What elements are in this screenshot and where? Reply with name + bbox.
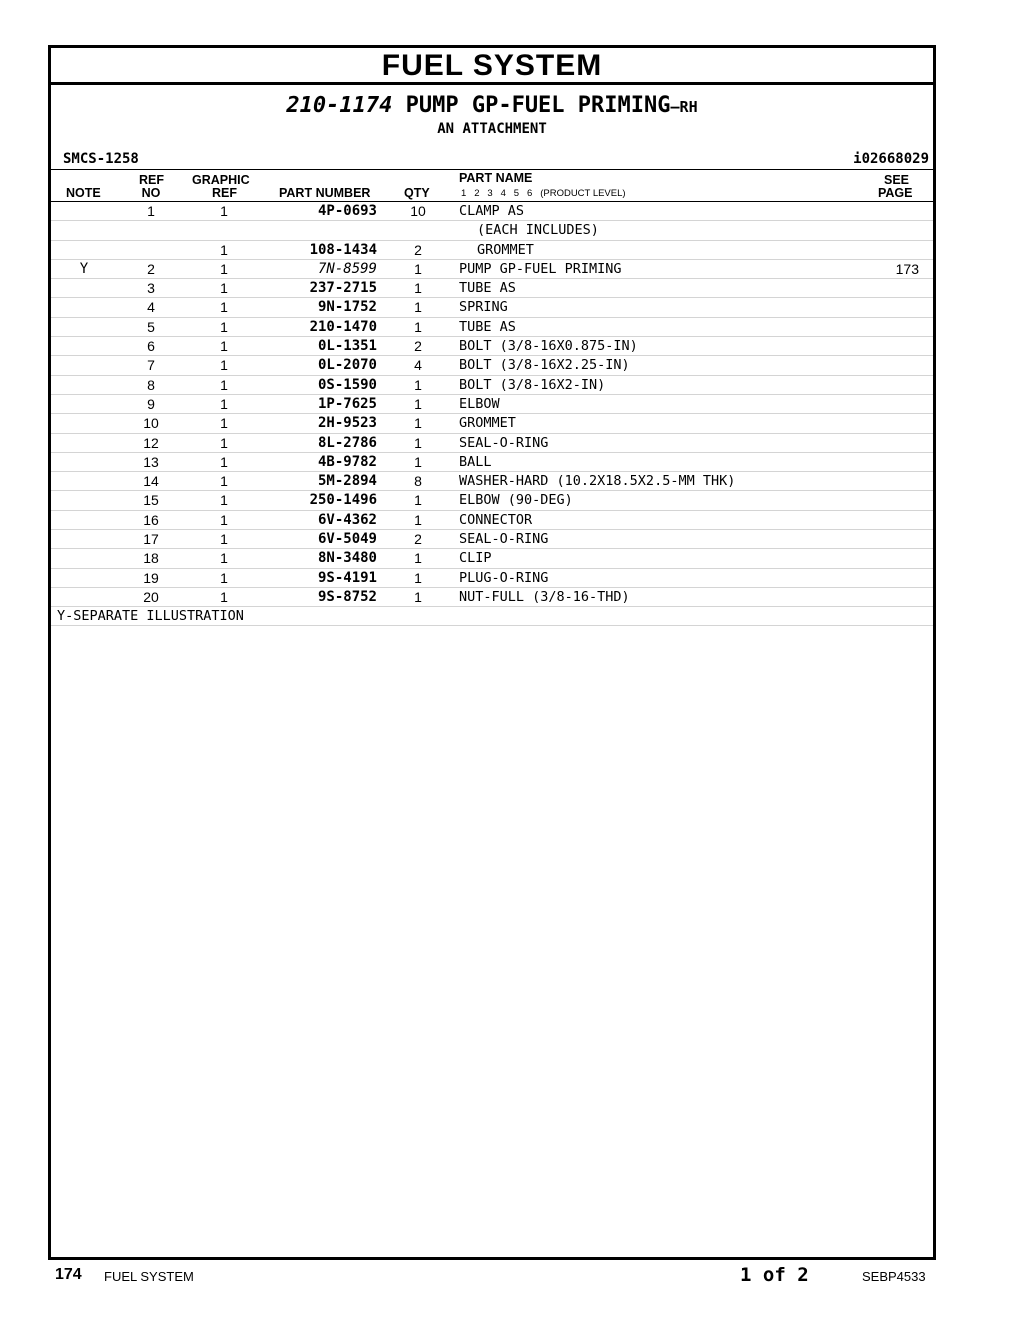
footnote: Y-SEPARATE ILLUSTRATION: [51, 607, 933, 626]
part-name-cell: ELBOW (90-DEG): [459, 492, 573, 509]
table-row: [51, 279, 933, 298]
ref-no-cell: 13: [143, 453, 159, 470]
header-see-bottom: PAGE: [878, 186, 913, 200]
qty-cell: 1: [414, 434, 422, 451]
ref-no-cell: 16: [143, 511, 159, 528]
graphic-ref-cell: 1: [220, 492, 228, 509]
graphic-ref-cell: 1: [220, 203, 228, 219]
qty-cell: 1: [414, 395, 422, 412]
ref-no-cell: 20: [143, 588, 159, 605]
footer-sheet: 1 of 2: [740, 1264, 809, 1286]
table-row: [51, 453, 933, 472]
smcs-code: SMCS-1258: [63, 151, 139, 167]
part-name-cell: NUT-FULL (3/8-16-THD): [459, 588, 630, 605]
part-name-cell: CLIP: [459, 550, 492, 567]
part-name-cell: ELBOW: [459, 395, 500, 412]
ref-no-cell: 9: [147, 395, 155, 412]
table-row: [51, 356, 933, 375]
table-row: [51, 221, 933, 240]
ref-no-cell: 7: [147, 357, 155, 374]
table-row: [51, 414, 933, 433]
table-row: [51, 530, 933, 549]
qty-cell: 1: [414, 588, 422, 605]
group-suffix: —RH: [670, 98, 698, 116]
ref-no-cell: 14: [143, 473, 159, 490]
qty-cell: 1: [414, 492, 422, 509]
section-title: FUEL SYSTEM: [51, 48, 933, 85]
table-row: [51, 241, 933, 260]
table-row: [51, 376, 933, 395]
footer-page-number: 174: [55, 1266, 82, 1283]
ref-no-cell: 6: [147, 338, 155, 355]
ref-no-cell: 19: [143, 569, 159, 586]
part-name-cell: BOLT (3/8-16X2.25-IN): [459, 357, 630, 374]
graphic-ref-cell: 1: [220, 453, 228, 470]
qty-cell: 4: [414, 357, 422, 374]
table-row: [51, 318, 933, 337]
qty-cell: 1: [414, 376, 422, 393]
id-bar: [51, 147, 933, 169]
header-ref-top: REF: [139, 173, 164, 187]
table-row: [51, 549, 933, 568]
ref-no-cell: 4: [147, 299, 155, 316]
part-name-cell: TUBE AS: [459, 280, 516, 297]
graphic-ref-cell: 1: [220, 376, 228, 393]
header-graphic-top: GRAPHIC: [192, 173, 250, 187]
part-name-cell: WASHER-HARD (10.2X18.5X2.5-MM THK): [459, 473, 736, 490]
table-row: [51, 472, 933, 491]
part-number-cell: 8N-3480: [317, 550, 377, 567]
qty-cell: 1: [414, 453, 422, 470]
parts-table-body: [51, 202, 933, 607]
graphic-ref-cell: 1: [220, 550, 228, 567]
ref-no-cell: 2: [147, 260, 155, 277]
graphic-ref-cell: 1: [220, 415, 228, 432]
qty-cell: 1: [414, 260, 422, 277]
part-name-cell: (EACH INCLUDES): [477, 222, 599, 239]
header-ref-bottom: NO: [141, 186, 161, 200]
illustration-id: i02668029: [853, 151, 929, 167]
graphic-ref-cell: 1: [220, 260, 228, 277]
part-name-cell: PLUG-O-RING: [459, 569, 549, 586]
qty-cell: 1: [414, 280, 422, 297]
ref-no-cell: 10: [143, 415, 159, 432]
part-name-cell: BALL: [459, 453, 492, 470]
parts-page-frame: [48, 45, 936, 1260]
group-name: PUMP GP-FUEL PRIMING: [405, 93, 671, 118]
table-row: [51, 260, 933, 279]
table-row: [51, 298, 933, 317]
part-name-cell: BOLT (3/8-16X2-IN): [459, 376, 606, 393]
graphic-ref-cell: 1: [220, 511, 228, 528]
graphic-ref-cell: 1: [220, 395, 228, 412]
graphic-ref-cell: 1: [220, 318, 228, 335]
table-header: [51, 169, 933, 202]
qty-cell: 8: [414, 473, 422, 490]
header-note: NOTE: [66, 186, 101, 200]
qty-cell: 2: [414, 531, 422, 548]
graphic-ref-cell: 1: [220, 299, 228, 316]
table-row: [51, 588, 933, 607]
ref-no-cell: 8: [147, 376, 155, 393]
group-title: [51, 94, 933, 119]
table-row: [51, 511, 933, 530]
part-name-cell: BOLT (3/8-16X0.875-IN): [459, 338, 638, 355]
part-name-cell: SEAL-O-RING: [459, 434, 549, 451]
note-cell: Y: [79, 260, 89, 277]
group-subtitle: AN ATTACHMENT: [437, 121, 547, 137]
graphic-ref-cell: 1: [220, 588, 228, 605]
part-name-cell: SPRING: [459, 299, 508, 316]
part-number-cell: 6V-5049: [317, 531, 377, 548]
header-part-name: PART NAME: [459, 171, 533, 185]
part-number-cell: 2H-9523: [317, 415, 377, 432]
header-qty: QTY: [404, 186, 430, 200]
part-name-cell: GROMMET: [477, 241, 534, 258]
qty-cell: 1: [414, 318, 422, 335]
part-number-cell: 8L-2786: [317, 434, 377, 451]
ref-no-cell: 1: [147, 203, 155, 219]
part-number-cell: 108-1434: [309, 241, 377, 258]
graphic-ref-cell: 1: [220, 569, 228, 586]
graphic-ref-cell: 1: [220, 280, 228, 297]
ref-no-cell: 17: [143, 531, 159, 548]
part-number-cell: 0L-2070: [317, 357, 377, 374]
qty-cell: 1: [414, 569, 422, 586]
part-number-cell: 4B-9782: [317, 453, 377, 470]
table-row: [51, 395, 933, 414]
ref-no-cell: 15: [143, 492, 159, 509]
ref-no-cell: 18: [143, 550, 159, 567]
part-number-cell: 0S-1590: [317, 376, 377, 393]
header-graphic-bottom: REF: [212, 186, 237, 200]
table-row: [51, 202, 933, 221]
table-row: [51, 569, 933, 588]
part-number-cell: 7N-8599: [317, 260, 377, 277]
qty-cell: 1: [414, 415, 422, 432]
graphic-ref-cell: 1: [220, 531, 228, 548]
part-number-cell: 6V-4362: [317, 511, 377, 528]
ref-no-cell: 5: [147, 318, 155, 335]
page-footer: [0, 1264, 1020, 1288]
footer-section: FUEL SYSTEM: [104, 1269, 194, 1284]
part-number-cell: 237-2715: [309, 280, 377, 297]
footer-doc-number: SEBP4533: [862, 1269, 926, 1284]
graphic-ref-cell: 1: [220, 241, 228, 258]
ref-no-cell: 3: [147, 280, 155, 297]
table-row: [51, 337, 933, 356]
graphic-ref-cell: 1: [220, 473, 228, 490]
part-number-cell: 9N-1752: [317, 299, 377, 316]
header-product-levels: 1 2 3 4 5 6 (PRODUCT LEVEL): [461, 188, 626, 199]
table-row: [51, 491, 933, 510]
part-name-cell: SEAL-O-RING: [459, 531, 549, 548]
part-number-cell: 1P-7625: [317, 395, 377, 412]
graphic-ref-cell: 1: [220, 434, 228, 451]
qty-cell: 1: [414, 550, 422, 567]
header-see-top: SEE: [884, 173, 910, 187]
qty-cell: 2: [414, 241, 422, 258]
part-number-cell: 250-1496: [309, 492, 377, 509]
table-row: [51, 434, 933, 453]
qty-cell: 1: [414, 299, 422, 316]
part-name-cell: CONNECTOR: [459, 511, 533, 528]
qty-cell: 1: [414, 511, 422, 528]
group-number: 210-1174: [286, 93, 393, 118]
part-number-cell: 9S-8752: [317, 588, 377, 605]
part-name-cell: PUMP GP-FUEL PRIMING: [459, 260, 622, 277]
part-number-cell: 0L-1351: [317, 338, 377, 355]
ref-no-cell: 12: [143, 434, 159, 451]
graphic-ref-cell: 1: [220, 338, 228, 355]
part-name-cell: GROMMET: [459, 415, 516, 432]
header-part-number: PART NUMBER: [279, 186, 371, 200]
part-name-cell: CLAMP AS: [459, 203, 525, 219]
part-number-cell: 4P-0693: [317, 203, 377, 219]
part-number-cell: 9S-4191: [317, 569, 377, 586]
part-number-cell: 5M-2894: [317, 473, 377, 490]
qty-cell: 2: [414, 338, 422, 355]
graphic-ref-cell: 1: [220, 357, 228, 374]
part-name-cell: TUBE AS: [459, 318, 516, 335]
see-page-cell: 173: [895, 260, 919, 277]
part-number-cell: 210-1470: [309, 318, 377, 335]
qty-cell: 10: [410, 203, 426, 219]
